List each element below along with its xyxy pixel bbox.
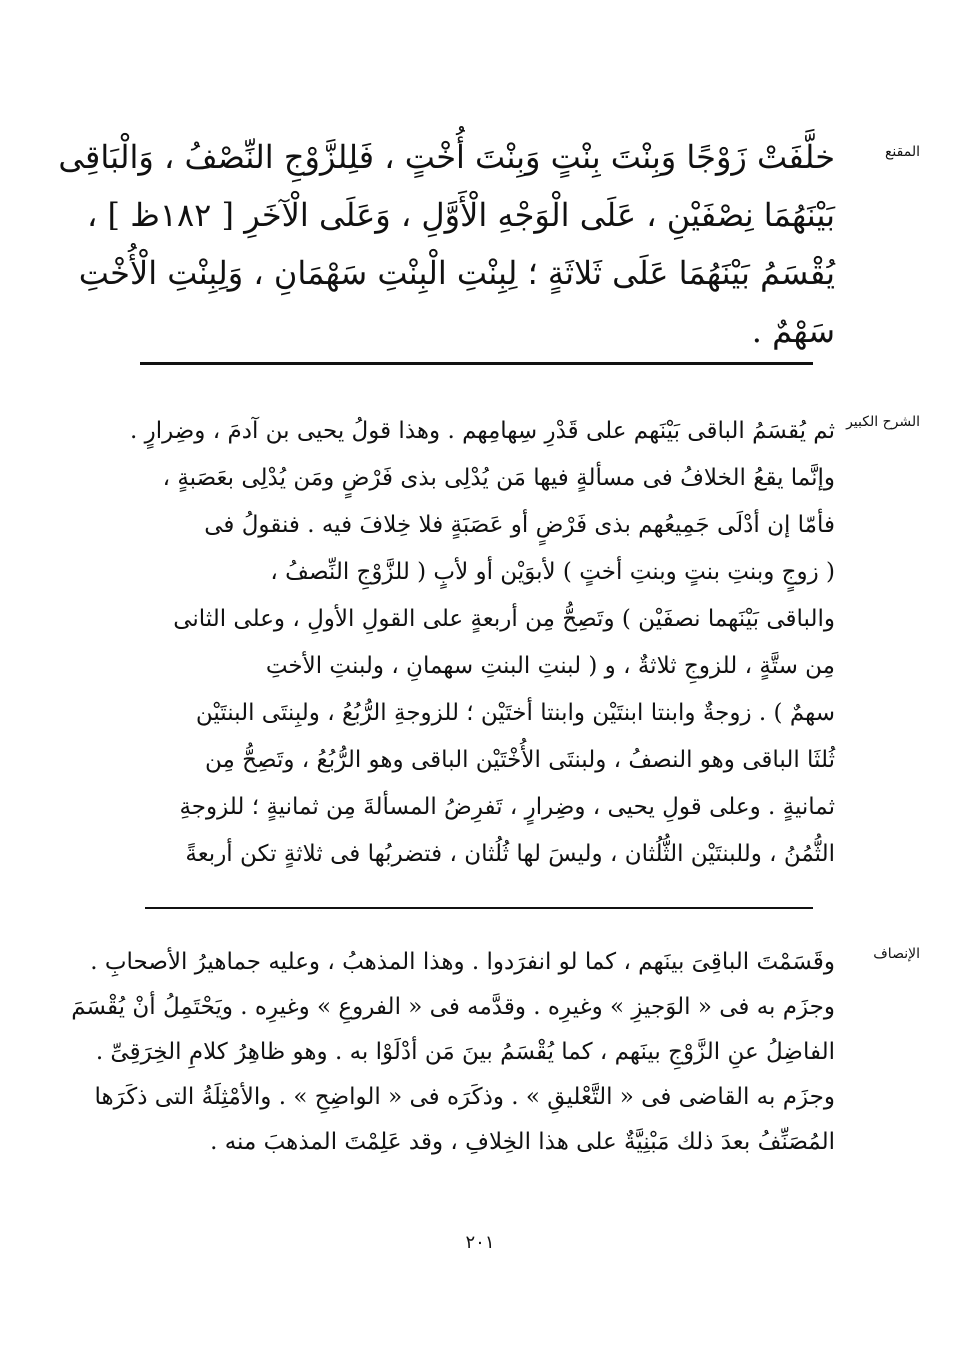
text-line: الفاضِلُ عنِ الزَّوْجِ بينَهم ، كما يُقْسَمُ بينَ مَن أدْلَوْا به . وهو ظاهِرُ كلامِ الخِرَقِىِّ .: [95, 1039, 835, 1065]
section-muqni: [20, 128, 920, 363]
text-line: سهمٌ ) . زوجةٌ وابنتا ابنتَيْن وابنتا أختَيْن ؛ للزوجةِ الرُّبُعُ ، ولبِنتَى البنتَيْن: [195, 700, 835, 726]
text-line: ثُلثَا الباقى وهو النصفُ ، ولبنتَى الأُخْتَيْن الباقى وهو الرُّبُعُ ، وتَصِحُّ مِن: [205, 747, 835, 773]
section-text-sharh-kabir: [129, 408, 835, 878]
text-line: فأمّا إن أدْلَى جَمِيعُهم بذى فَرْضٍ أو عَصَبَةٍ فلا خِلافَ فيه . فنقولُ فى: [204, 512, 835, 538]
text-line: ثم يُقسَمُ الباقى بَيْنَهم على قَدْرِ سِهامِهم . وهذا قولُ يحيى بن آدمَ ، وضِرارٍ .: [129, 418, 835, 444]
section-label-sharh-kabir: الشرح الكبير: [846, 414, 920, 430]
section-insaf: [20, 940, 920, 1185]
text-line: المُصَنِّفُ بعدَ ذلك مَبْنِيَّةٌ على هذا الخِلافِ ، وقد عَلِمْتَ المذهبَ منه .: [210, 1129, 835, 1155]
text-line: بَيْنَهُمَا نِصْفَيْنِ ، عَلَى الْوَجْهِ الْأَوَّلِ ، وَعَلَى الْآخَرِ [ ١٨٢ظ ] ،: [87, 196, 835, 234]
section-label-muqni: المقنع: [884, 144, 920, 160]
section-label-insaf: الإنصاف: [873, 946, 920, 962]
section-sharh-kabir: [20, 408, 920, 888]
text-line: ثمانيةٍ . وعلى قولِ يحيى ، وضِرارٍ ، تَفرِضُ المسألةَ مِن ثمانيةٍ ؛ للزوجةِ: [179, 794, 835, 820]
section-text-muqni: [58, 128, 835, 360]
text-line: ( زوجٍ وبنتِ بنتٍ وبنتِ أختٍ ) لأبوَيْن أو لأبٍ ( للزَّوْجِ النِّصفُ ،: [270, 559, 835, 585]
text-line: وجزَم به القاضى فى « التَّعْليقِ » . وذكَرَه فى « الواضِحِ » . والأمْثِلَةُ التى ذكَرَها: [94, 1084, 835, 1110]
section-divider-thin: [145, 907, 813, 909]
text-line: خلَّفَتْ زَوْجًا وَبِنْتَ بِنْتٍ وَبِنْتَ أُخْتٍ ، فَلِلزَّوْجِ النِّصْفُ ، وَالْبَاقِى: [58, 138, 835, 176]
page-number: ٢٠١: [465, 1232, 495, 1253]
text-line: وقَسَمْتَ الباقِىَ بينَهم ، كما لو انفرَدوا . وهذا المذهبُ ، وعليه جماهيرُ الأصحابِ .: [90, 949, 835, 975]
text-line: وجزَم به فى « الوَجيزِ » وغيرِه . وقدَّمه فى « الفروعِ » وغيرِه . ويَحْتَمِلُ أنْ يُقْسَمَ: [71, 994, 835, 1020]
section-divider-thick: [140, 362, 813, 365]
text-line: الثُّمُنُ ، وللبنتَيْن الثُّلُثان ، وليسَ لها ثُلُثان ، فتضربُها فى ثلاثةٍ تكن أربعةً: [185, 841, 835, 867]
text-line: وإنَّما يقعُ الخلافُ فى مسألةٍ فيها مَن يُدْلِى بذى فَرْضٍ ومَن يُدْلِى بعَصَبةٍ ،: [162, 465, 835, 491]
text-line: سَهْمٌ .: [751, 312, 835, 350]
text-line: مِن ستَّةٍ ، للزوجِ ثلاثةٌ ، و ( لبنتِ البنتِ سهمانِ ، ولبنتِ الأختِ: [265, 653, 835, 679]
text-line: والباقى بَيْنَهما نصفَيْن ) وتَصِحُّ مِن أربعةٍ على القولِ الأولِ ، وعلى الثانى: [173, 606, 835, 632]
text-line: يُقْسَمُ بَيْنَهُمَا عَلَى ثَلاثَةٍ ؛ لِبِنْتِ الْبِنْتِ سَهْمَانِ ، وَلِبِنْتِ الْأُخْتِ: [78, 254, 835, 292]
section-text-insaf: [71, 940, 835, 1165]
